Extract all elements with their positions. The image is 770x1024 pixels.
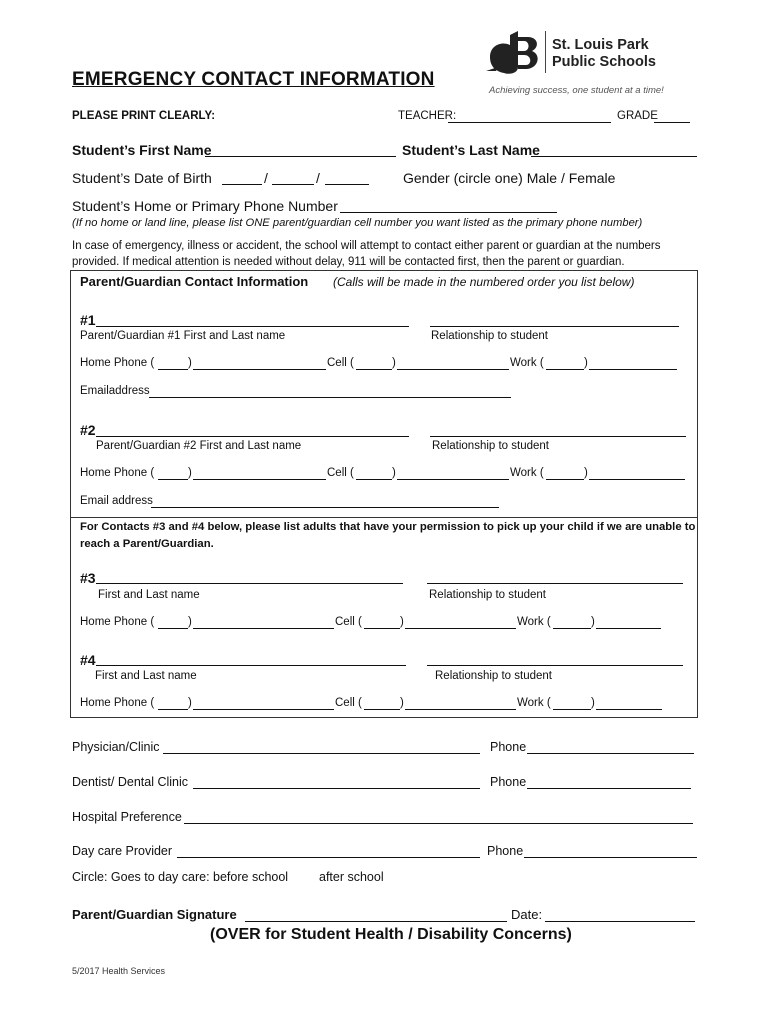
school-name-line1: St. Louis Park [552,37,649,53]
contact4-cell-label: Cell ( [335,697,362,709]
dentist-phone-field[interactable] [527,788,691,789]
paren-close: ) [584,467,588,479]
contact1-work-label: Work ( [510,357,544,369]
contact2-work-label: Work ( [510,467,544,479]
dob-day-field[interactable] [272,184,314,185]
contact2-relationship-label: Relationship to student [432,440,549,452]
contact2-number: #2 [80,422,96,438]
contact3-work-label: Work ( [517,616,551,628]
page-title: EMERGENCY CONTACT INFORMATION [72,69,435,90]
paren-close: ) [188,357,192,369]
paren-close: ) [584,357,588,369]
contact2-home-label: Home Phone ( [80,467,155,479]
contact1-home-area-field[interactable] [158,369,188,370]
dob-year-field[interactable] [325,184,369,185]
contact3-name-field[interactable] [96,583,403,584]
footer-note: 5/2017 Health Services [72,966,166,976]
contact3-name-label: First and Last name [98,589,200,601]
contact2-home-number-field[interactable] [193,479,326,480]
contact1-email-field[interactable] [149,397,511,398]
paren-close: ) [188,697,192,709]
contact4-relationship-label: Relationship to student [435,670,552,682]
contact3-cell-area-field[interactable] [364,628,400,629]
daycare-circle-after[interactable]: after school [319,870,384,884]
print-clearly-label: PLEASE PRINT CLEARLY: [72,110,216,122]
contact3-cell-number-field[interactable] [405,628,516,629]
phone-note: (If no home or land line, please list ONE parent/guardian cell number you want listed as the primary phone number) [72,217,643,229]
contact1-name-label: Parent/Guardian #1 First and Last name [80,330,286,342]
paren-close: ) [392,357,396,369]
paren-close: ) [400,616,404,628]
contact4-home-number-field[interactable] [193,709,334,710]
contact1-email-label: Emailaddress [80,385,150,397]
student-phone-field[interactable] [340,212,557,213]
signature-field[interactable] [245,921,507,922]
contact3-work-area-field[interactable] [553,628,591,629]
paren-close: ) [392,467,396,479]
contact2-email-field[interactable] [151,507,499,508]
contact3-relationship-label: Relationship to student [429,589,546,601]
contact3-home-area-field[interactable] [158,628,188,629]
daycare-phone-label: Phone [487,844,524,858]
paren-close: ) [188,467,192,479]
daycare-field[interactable] [177,857,480,858]
grade-field[interactable] [654,122,690,123]
parent-guardian-box [70,270,698,518]
physician-field[interactable] [163,753,480,754]
slp-monogram-icon [484,27,544,77]
contact4-cell-number-field[interactable] [405,709,516,710]
contact1-relationship-field[interactable] [430,326,679,327]
contact3-home-number-field[interactable] [193,628,334,629]
contact4-number: #4 [80,652,96,668]
paren-close: ) [188,616,192,628]
daycare-phone-field[interactable] [524,857,697,858]
student-last-name-label: Student’s Last Name [402,142,540,158]
contact3-home-label: Home Phone ( [80,616,155,628]
school-tagline: Achieving success, one student at a time! [489,85,664,96]
contact2-name-field[interactable] [96,436,409,437]
contact2-cell-number-field[interactable] [397,479,509,480]
dob-month-field[interactable] [222,184,262,185]
paren-close: ) [591,616,595,628]
contact4-cell-area-field[interactable] [364,709,400,710]
student-first-name-label: Student’s First Name [72,142,212,158]
contact4-name-field[interactable] [96,665,406,666]
contact1-cell-area-field[interactable] [356,369,392,370]
hospital-field[interactable] [184,823,693,824]
physician-phone-field[interactable] [527,753,694,754]
contact-info-heading: Parent/Guardian Contact Information [80,274,309,289]
daycare-label: Day care Provider [72,844,173,858]
pickup-note-line2: reach a Parent/Guardian. [80,538,214,550]
dentist-phone-label: Phone [490,775,527,789]
contact4-home-area-field[interactable] [158,709,188,710]
teacher-label: TEACHER: [398,110,457,122]
paren-close: ) [400,697,404,709]
emergency-note-line1: In case of emergency, illness or accident, the school will attempt to contact either parent or guardian at the numbers [72,240,661,252]
contact4-work-area-field[interactable] [553,709,591,710]
pickup-note-line1: For Contacts #3 and #4 below, please list adults that have your permission to pick up your child if we are unable to [80,521,696,533]
signature-label: Parent/Guardian Signature [72,907,237,922]
contact1-relationship-label: Relationship to student [431,330,548,342]
contact1-work-number-field[interactable] [589,369,677,370]
contact4-relationship-field[interactable] [427,665,683,666]
teacher-field[interactable] [448,122,611,123]
logo-divider [545,31,546,73]
contact1-cell-number-field[interactable] [397,369,509,370]
dob-sep-2: / [316,170,320,186]
school-name-line2: Public Schools [552,54,656,70]
contact1-number: #1 [80,312,96,328]
contact4-name-label: First and Last name [95,670,197,682]
contact2-cell-label: Cell ( [327,467,354,479]
dentist-label: Dentist/ Dental Clinic [72,775,189,789]
hospital-label: Hospital Preference [72,810,182,824]
contact2-work-number-field[interactable] [589,479,685,480]
contact1-work-area-field[interactable] [546,369,584,370]
contact1-cell-label: Cell ( [327,357,354,369]
contact2-cell-area-field[interactable] [356,479,392,480]
date-label: Date: [511,907,543,922]
contact2-work-area-field[interactable] [546,479,584,480]
physician-phone-label: Phone [490,740,527,754]
daycare-circle-before[interactable]: Circle: Goes to day care: before school [72,870,289,884]
contact-info-note: (Calls will be made in the numbered order you list below) [333,275,635,289]
gender-label: Gender (circle one) Male / Female [403,170,616,186]
date-field[interactable] [545,921,695,922]
school-logo [484,27,544,77]
contact3-work-number-field[interactable] [596,628,661,629]
physician-label: Physician/Clinic [72,740,160,754]
contact2-name-label: Parent/Guardian #2 First and Last name [96,440,302,452]
contact4-work-number-field[interactable] [596,709,662,710]
contact4-home-label: Home Phone ( [80,697,155,709]
dob-sep-1: / [264,170,268,186]
paren-close: ) [591,697,595,709]
dentist-field[interactable] [193,788,480,789]
student-last-name-field[interactable] [531,156,697,157]
contact3-relationship-field[interactable] [427,583,683,584]
contact3-cell-label: Cell ( [335,616,362,628]
contact3-number: #3 [80,570,96,586]
contact4-work-label: Work ( [517,697,551,709]
contact1-home-number-field[interactable] [193,369,326,370]
contact1-home-label: Home Phone ( [80,357,155,369]
grade-label: GRADE [617,110,658,122]
contact2-relationship-field[interactable] [430,436,686,437]
contact2-email-label: Email address [80,495,153,507]
student-first-name-field[interactable] [205,156,396,157]
emergency-note-line2: provided. If medical attention is needed without delay, 911 will be contacted first, then the parent or guardian. [72,256,625,268]
student-dob-label: Student’s Date of Birth [72,170,212,186]
student-phone-label: Student’s Home or Primary Phone Number [72,198,338,214]
contact2-home-area-field[interactable] [158,479,188,480]
over-note: (OVER for Student Health / Disability Concerns) [210,926,572,943]
contact1-name-field[interactable] [96,326,409,327]
